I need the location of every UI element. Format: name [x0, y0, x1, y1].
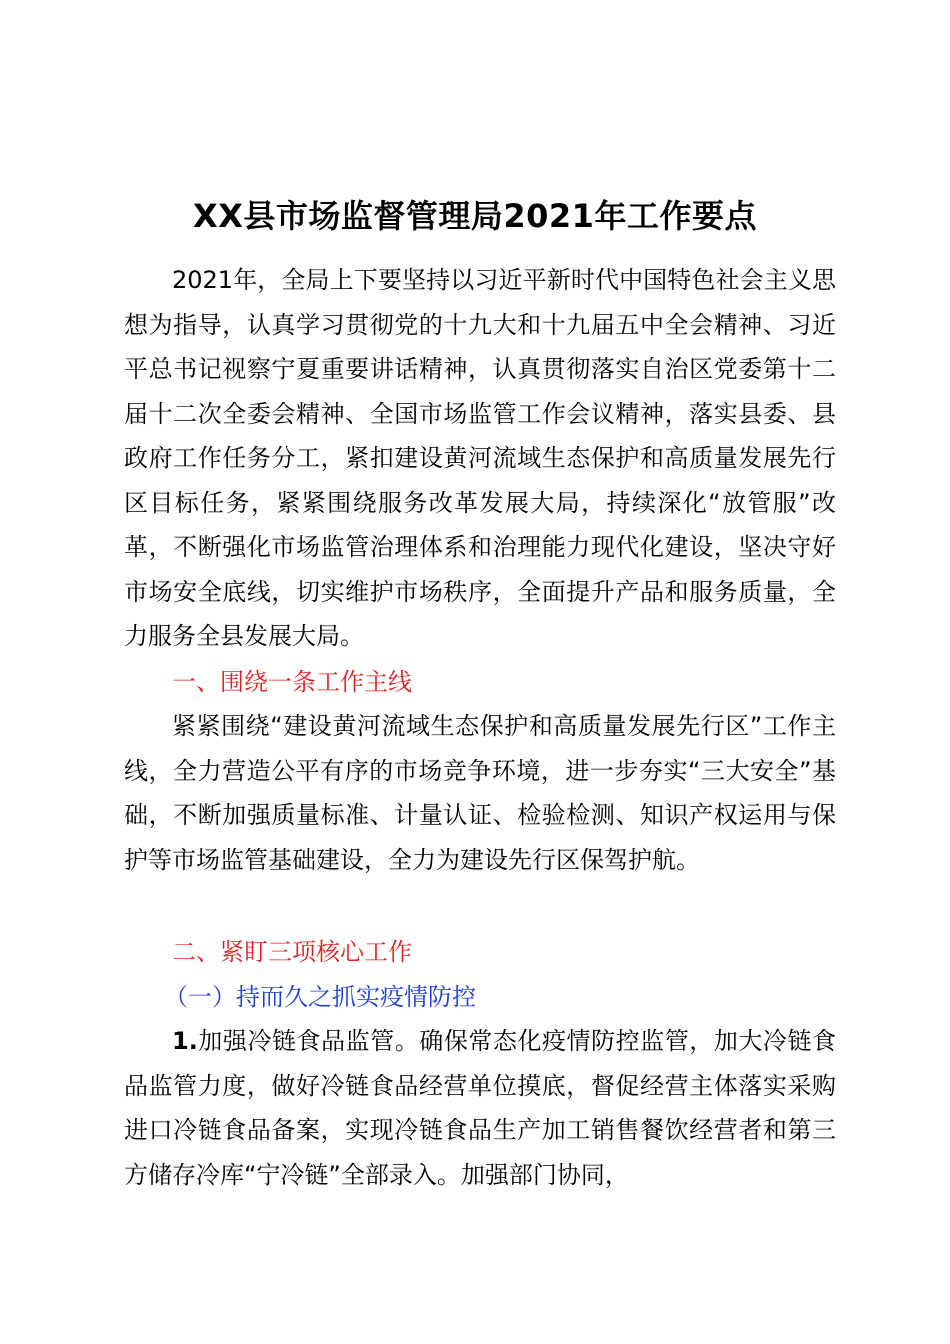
- item-1-paragraph: [124, 1019, 836, 1197]
- intro-paragraph: 2021年，全局上下要坚持以习近平新时代中国特色社会主义思想为指导，认真学习贯彻党的十九大和十九届五中全会精神、习近平总书记视察宁夏重要讲话精神，认真贯彻落实自治区党委第十二届十二次全委会精神、全国市场监管工作会议精神，落实县委、县政府工作任务分工，紧扣建设黄河流域生态保护和高质量发展先行区目标任务，紧紧围绕服务改革发展大局，持续深化“放管服”改革，不断强化市场监管治理体系和治理能力现代化建设，坚决守好市场安全底线，切实维护市场秩序，全面提升产品和服务质量，全力服务全县发展大局。: [124, 266, 836, 650]
- section-2-heading: 二、紧盯三项核心工作: [172, 938, 412, 966]
- section-1-body: 紧紧围绕“建设黄河流域生态保护和高质量发展先行区”工作主线，全力营造公平有序的市场竞争环境，进一步夯实“三大安全”基础，不断加强质量标准、计量认证、检验检测、知识产权运用与保护等市场监管基础建设，全力为建设先行区保驾护航。: [124, 712, 836, 874]
- item-1-number: 1.: [172, 1027, 198, 1055]
- document-title: XX县市场监督管理局2021年工作要点: [193, 197, 757, 235]
- item-1-body: 加强冷链食品监管。确保常态化疫情防控监管，加大冷链食品监管力度，做好冷链食品经营单位摸底，督促经营主体落实采购进口冷链食品备案，实现冷链食品生产加工销售餐饮经营者和第三方储存冷库“宁冷链”全部录入。加强部门协同，: [124, 1027, 836, 1189]
- section-2-subheading: （一）持而久之抓实疫情防控: [164, 983, 476, 1011]
- section-1-heading: 一、围绕一条工作主线: [172, 668, 412, 696]
